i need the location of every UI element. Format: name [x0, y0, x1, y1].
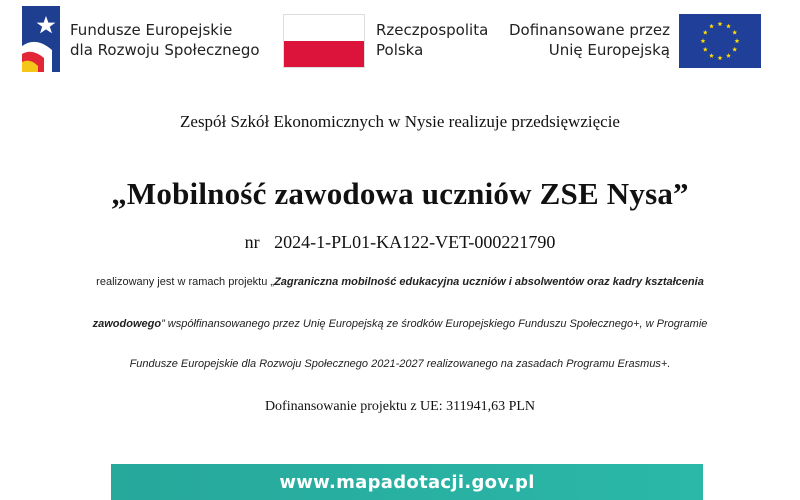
eu-logo-text [509, 20, 670, 60]
footer-url-link[interactable]: www.mapadotacji.gov.pl [279, 471, 535, 493]
project-number [0, 232, 800, 253]
project-number-label: nr [244, 232, 260, 252]
fe-logo-text [70, 20, 260, 60]
fe-logo-line2: dla Rozwoju Społecznego [70, 41, 260, 59]
eu-logo-line1: Dofinansowane przez [508, 21, 670, 39]
fundusze-europejskie-logo-icon [22, 6, 60, 72]
logo-bar [0, 0, 800, 80]
eu-logo-line2: Unię Europejską [548, 41, 670, 59]
eu-flag-icon [679, 14, 761, 68]
project-number-value: 2024-1-PL01-KA122-VET-000221790 [274, 232, 556, 252]
project-title: „Mobilność zawodowa uczniów ZSE Nysa” [111, 176, 689, 211]
pl-logo-line2: Polska [376, 41, 424, 59]
fe-logo-line1: Fundusze Europejskie [70, 21, 233, 39]
description-line-3: Fundusze Europejskie dla Rozwoju Społecznego 2021-2027 realizowanego na zasadach Programu Erasmus+. [129, 358, 671, 370]
funding-amount: Dofinansowanie projektu z UE: 311941,63 PLN [264, 399, 536, 414]
polish-flag-icon [283, 14, 365, 68]
description-line-2 [0, 318, 800, 330]
footer-banner[interactable] [111, 464, 703, 500]
pl-logo-text [376, 20, 488, 60]
intro-text: Zespół Szkół Ekonomicznych w Nysie realizuje przedsięwzięcie [180, 112, 620, 131]
description-cofinancing: ” współfinansowanego przez Unię Europejską ze środków Europejskiego Funduszu Społecznego+, w Programie [161, 318, 708, 330]
project-name-part-1: Zagraniczna mobilność edukacyjna uczniów i absolwentów oraz kadry kształcenia [274, 276, 704, 288]
project-name-part-2: zawodowego [92, 318, 162, 330]
pl-logo-line1: Rzeczpospolita [376, 21, 489, 39]
description-prefix: realizowany jest w ramach projektu „ [96, 276, 275, 288]
description-line-1 [0, 276, 800, 288]
